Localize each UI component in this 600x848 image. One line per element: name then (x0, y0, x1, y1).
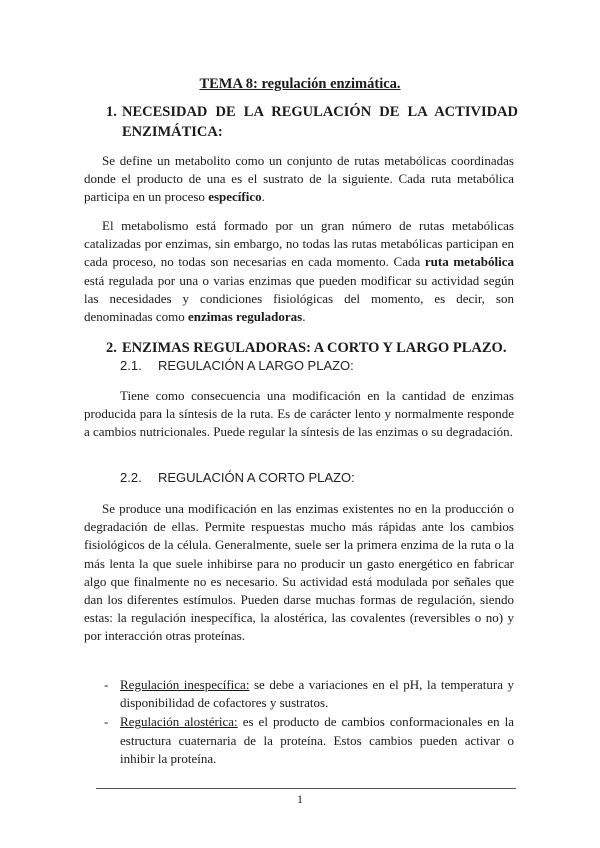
list-item (104, 676, 514, 712)
subsection-2-2-heading (120, 470, 355, 485)
list-dash: - (104, 714, 109, 730)
section-2-title: ENZIMAS REGULADORAS: A CORTO Y LARGO PLAZO. (122, 340, 507, 356)
section-2-heading (106, 338, 518, 358)
subsection-2-2-number: 2.2. (120, 470, 142, 485)
subsection-2-1-text: Tiene como consecuencia una modificación en la cantidad de enzimas producida para la síntesis de la ruta. Es de carácter lento y normalmente responde a cambios nutricionales. Puede regular la síntesis de las enzimas o su degradación. (84, 388, 514, 440)
list-item-text: se debe a variaciones en el pH, la temperatura y disponibilidad de cofactores y sustratos. (120, 677, 515, 711)
p2-text-c: está regulada por una o varias enzimas que pueden modificar su actividad según las necesidades y condiciones fisiológicas del momento, es decir, son denominadas como (84, 272, 514, 325)
p2-bold-term-2: enzimas reguladoras (187, 309, 303, 325)
p2-bold-term-1: ruta metabólica (424, 254, 515, 270)
p2-text-a: El metabolismo está formado por un gran número de rutas metabólicas catalizadas por enzimas, sin embargo, no todas las rutas metabólicas participan en cada proceso, no todas son necesarias en cada momento. Cada (84, 218, 514, 270)
page-title: TEMA 8: regulación enzimática. (199, 76, 401, 92)
section-1-title: NECESIDAD DE LA REGULACIÓN DE LA ACTIVIDAD ENZIMÁTICA: (122, 104, 518, 140)
list-dash: - (104, 677, 109, 692)
footer-divider (96, 788, 516, 789)
subsection-2-1-heading (120, 358, 354, 373)
subsection-2-1-number: 2.1. (120, 358, 142, 373)
subsection-2-2-title: REGULACIÓN A CORTO PLAZO: (158, 470, 355, 485)
list-item (104, 713, 514, 768)
section-1-paragraph-1 (84, 152, 514, 207)
p1-text-c: . (261, 189, 265, 205)
subsection-2-2-paragraph (84, 500, 514, 646)
section-1-number: 1. (106, 104, 117, 120)
regulation-types-list (104, 676, 514, 769)
p1-bold-term: específico (208, 189, 262, 205)
page-number: 1 (297, 792, 303, 806)
p1-text-a: Se define un metabolito como un conjunto de rutas metabólicas coordinadas donde el producto de una es el sustrato de la siguiente. Cada ruta metabólica participa en un proceso (84, 153, 514, 205)
list-item-text: es el producto de cambios conformacionales en la estructura cuaternaria de la proteína. Estos cambios pueden activar o inhibir la proteína. (120, 714, 514, 766)
subsection-2-1-title: REGULACIÓN A LARGO PLAZO: (158, 358, 354, 373)
section-1-paragraph-2 (84, 217, 514, 326)
section-2-number: 2. (106, 340, 117, 356)
subsection-2-2-text: Se produce una modificación en las enzimas existentes no en la producción o degradación de ellas. Permite respuestas mucho más rápidas ante los cambios fisiológicos de la célula. Generalmente, suele ser la primera enzima de la ruta o la más lenta la que suele inhibirse para no producir un gasto energético en fabricar algo que finalmente no es necesario. Su actividad está modulada por señales que dan los diferentes estímulos. Pueden darse muchas formas de regulación, siendo estas: la regulación inespecífica, la alostérica, las covalentes (reversibles o no) y por interacción otras proteínas. (84, 501, 514, 644)
subsection-2-1-paragraph (84, 387, 514, 442)
list-item-term: Regulación inespecífica: (120, 677, 250, 692)
section-1-heading (106, 102, 518, 142)
list-item-term: Regulación alostérica: (120, 714, 238, 730)
p2-text-e: . (302, 309, 306, 325)
